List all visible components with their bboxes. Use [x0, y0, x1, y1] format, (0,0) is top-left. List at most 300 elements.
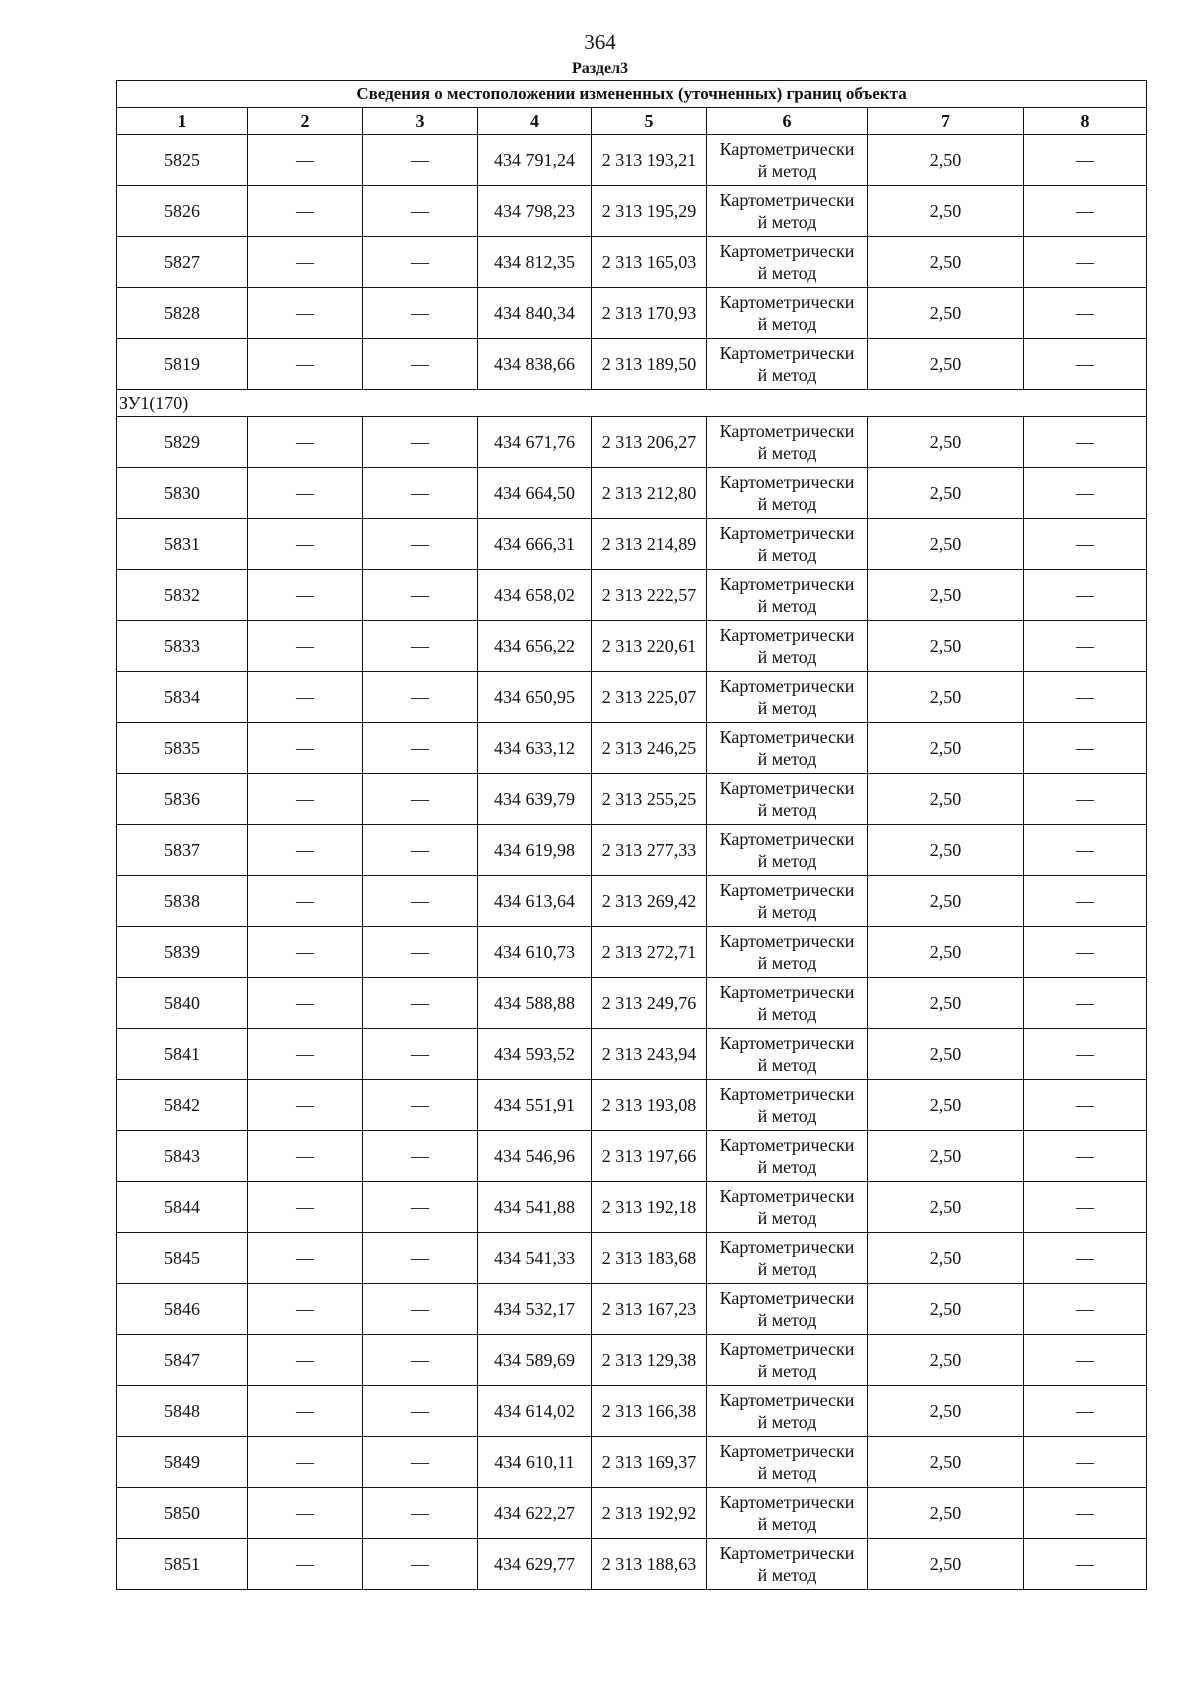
cell-col-4: 434 838,66 — [478, 339, 592, 390]
cell-col-1: 5839 — [117, 927, 248, 978]
method-line-1: Картометрически — [719, 292, 855, 312]
cell-col-7: 2,50 — [868, 1182, 1024, 1233]
cell-col-4: 434 671,76 — [478, 417, 592, 468]
cell-col-7: 2,50 — [868, 1488, 1024, 1539]
cell-col-5: 2 313 225,07 — [592, 672, 707, 723]
cell-col-3: — — [363, 288, 478, 339]
cell-method — [707, 927, 868, 978]
cell-col-4: 434 588,88 — [478, 978, 592, 1029]
cell-col-1: 5832 — [117, 570, 248, 621]
method-line-2: й метод — [757, 1412, 817, 1432]
cell-col-3: — — [363, 519, 478, 570]
cell-col-1: 5826 — [117, 186, 248, 237]
method-line-2: й метод — [757, 1565, 817, 1585]
cell-col-2: — — [248, 1284, 363, 1335]
cell-method — [707, 237, 868, 288]
cell-col-5: 2 313 243,94 — [592, 1029, 707, 1080]
table-row — [117, 1335, 1147, 1386]
cell-col-3: — — [363, 1539, 478, 1590]
cell-method — [707, 723, 868, 774]
cell-col-3: — — [363, 1488, 478, 1539]
cell-col-4: 434 589,69 — [478, 1335, 592, 1386]
method-line-2: й метод — [757, 800, 817, 820]
cell-col-4: 434 541,33 — [478, 1233, 592, 1284]
method-line-2: й метод — [757, 314, 817, 334]
cell-col-8: — — [1024, 135, 1147, 186]
table-row — [117, 519, 1147, 570]
cell-method — [707, 288, 868, 339]
table-row — [117, 186, 1147, 237]
method-line-2: й метод — [757, 647, 817, 667]
cell-col-2: — — [248, 1437, 363, 1488]
cell-col-4: 434 629,77 — [478, 1539, 592, 1590]
cell-col-2: — — [248, 570, 363, 621]
cell-method — [707, 1182, 868, 1233]
cell-col-7: 2,50 — [868, 723, 1024, 774]
cell-method — [707, 135, 868, 186]
method-line-1: Картометрически — [719, 1186, 855, 1206]
method-line-2: й метод — [757, 596, 817, 616]
cell-col-7: 2,50 — [868, 468, 1024, 519]
cell-col-2: — — [248, 186, 363, 237]
table-row — [117, 621, 1147, 672]
method-line-1: Картометрически — [719, 1339, 855, 1359]
cell-col-2: — — [248, 1539, 363, 1590]
method-line-1: Картометрически — [719, 829, 855, 849]
cell-col-8: — — [1024, 621, 1147, 672]
cell-col-2: — — [248, 1182, 363, 1233]
method-line-1: Картометрически — [719, 523, 855, 543]
cell-col-2: — — [248, 825, 363, 876]
method-line-2: й метод — [757, 494, 817, 514]
method-line-1: Картометрически — [719, 778, 855, 798]
method-line-2: й метод — [757, 1310, 817, 1330]
method-line-2: й метод — [757, 1259, 817, 1279]
cell-col-5: 2 313 129,38 — [592, 1335, 707, 1386]
cell-col-1: 5846 — [117, 1284, 248, 1335]
method-line-1: Картометрически — [719, 472, 855, 492]
method-line-1: Картометрически — [719, 1492, 855, 1512]
table-row — [117, 1080, 1147, 1131]
column-number-3: 3 — [363, 108, 478, 135]
cell-col-7: 2,50 — [868, 621, 1024, 672]
cell-col-7: 2,50 — [868, 288, 1024, 339]
cell-col-7: 2,50 — [868, 1386, 1024, 1437]
method-line-2: й метод — [757, 902, 817, 922]
column-number-5: 5 — [592, 108, 707, 135]
method-line-1: Картометрически — [719, 1288, 855, 1308]
table-row — [117, 876, 1147, 927]
table-row — [117, 468, 1147, 519]
cell-col-7: 2,50 — [868, 927, 1024, 978]
table-row — [117, 417, 1147, 468]
cell-method — [707, 825, 868, 876]
cell-col-7: 2,50 — [868, 1335, 1024, 1386]
cell-col-2: — — [248, 723, 363, 774]
table-row — [117, 570, 1147, 621]
cell-col-4: 434 610,73 — [478, 927, 592, 978]
table-row — [117, 288, 1147, 339]
cell-col-1: 5830 — [117, 468, 248, 519]
cell-col-1: 5849 — [117, 1437, 248, 1488]
cell-col-4: 434 666,31 — [478, 519, 592, 570]
cell-col-5: 2 313 269,42 — [592, 876, 707, 927]
cell-col-7: 2,50 — [868, 774, 1024, 825]
method-line-1: Картометрически — [719, 1237, 855, 1257]
cell-col-8: — — [1024, 978, 1147, 1029]
cell-col-4: 434 541,88 — [478, 1182, 592, 1233]
cell-col-1: 5819 — [117, 339, 248, 390]
cell-col-1: 5831 — [117, 519, 248, 570]
cell-col-4: 434 840,34 — [478, 288, 592, 339]
cell-method — [707, 672, 868, 723]
cell-col-8: — — [1024, 1182, 1147, 1233]
cell-col-8: — — [1024, 417, 1147, 468]
cell-col-3: — — [363, 1131, 478, 1182]
cell-col-2: — — [248, 876, 363, 927]
table-row — [117, 978, 1147, 1029]
cell-col-4: 434 798,23 — [478, 186, 592, 237]
method-line-2: й метод — [757, 263, 817, 283]
cell-col-8: — — [1024, 723, 1147, 774]
cell-col-5: 2 313 165,03 — [592, 237, 707, 288]
method-line-2: й метод — [757, 749, 817, 769]
cell-col-1: 5842 — [117, 1080, 248, 1131]
cell-method — [707, 1284, 868, 1335]
column-number-6: 6 — [707, 108, 868, 135]
cell-col-8: — — [1024, 1233, 1147, 1284]
table-row — [117, 1386, 1147, 1437]
cell-col-8: — — [1024, 1386, 1147, 1437]
cell-col-2: — — [248, 1233, 363, 1284]
method-line-2: й метод — [757, 365, 817, 385]
cell-col-3: — — [363, 672, 478, 723]
cell-col-5: 2 313 195,29 — [592, 186, 707, 237]
cell-col-5: 2 313 193,08 — [592, 1080, 707, 1131]
cell-col-5: 2 313 167,23 — [592, 1284, 707, 1335]
method-line-1: Картометрически — [719, 1135, 855, 1155]
cell-col-8: — — [1024, 339, 1147, 390]
method-line-2: й метод — [757, 1208, 817, 1228]
cell-col-5: 2 313 214,89 — [592, 519, 707, 570]
cell-col-3: — — [363, 339, 478, 390]
table-row — [117, 1284, 1147, 1335]
cell-col-8: — — [1024, 1539, 1147, 1590]
table-row — [117, 927, 1147, 978]
cell-col-5: 2 313 166,38 — [592, 1386, 707, 1437]
cell-col-7: 2,50 — [868, 339, 1024, 390]
cell-col-2: — — [248, 1335, 363, 1386]
page-number: 364 — [584, 30, 616, 54]
cell-col-3: — — [363, 1386, 478, 1437]
method-line-2: й метод — [757, 212, 817, 232]
table-row — [117, 1131, 1147, 1182]
cell-method — [707, 1233, 868, 1284]
cell-col-1: 5844 — [117, 1182, 248, 1233]
cell-col-5: 2 313 192,18 — [592, 1182, 707, 1233]
cell-col-5: 2 313 169,37 — [592, 1437, 707, 1488]
cell-col-2: — — [248, 1488, 363, 1539]
cell-method — [707, 978, 868, 1029]
group-row — [117, 390, 1147, 417]
table-row — [117, 1233, 1147, 1284]
cell-col-7: 2,50 — [868, 570, 1024, 621]
method-line-2: й метод — [757, 545, 817, 565]
cell-method — [707, 186, 868, 237]
cell-col-3: — — [363, 774, 478, 825]
cell-col-4: 434 650,95 — [478, 672, 592, 723]
cell-col-8: — — [1024, 570, 1147, 621]
table-row — [117, 825, 1147, 876]
cell-col-2: — — [248, 288, 363, 339]
cell-col-5: 2 313 170,93 — [592, 288, 707, 339]
cell-col-2: — — [248, 135, 363, 186]
cell-col-2: — — [248, 672, 363, 723]
column-number-1: 1 — [117, 108, 248, 135]
cell-col-1: 5838 — [117, 876, 248, 927]
cell-col-5: 2 313 255,25 — [592, 774, 707, 825]
cell-col-7: 2,50 — [868, 1131, 1024, 1182]
cell-col-5: 2 313 220,61 — [592, 621, 707, 672]
cell-col-1: 5829 — [117, 417, 248, 468]
cell-col-2: — — [248, 339, 363, 390]
method-line-1: Картометрически — [719, 574, 855, 594]
cell-col-3: — — [363, 1284, 478, 1335]
table-row — [117, 237, 1147, 288]
table-row — [117, 1437, 1147, 1488]
cell-col-8: — — [1024, 672, 1147, 723]
column-number-row — [117, 108, 1147, 135]
cell-col-1: 5828 — [117, 288, 248, 339]
section-title: Раздел3 — [571, 60, 629, 77]
method-line-2: й метод — [757, 698, 817, 718]
cell-col-7: 2,50 — [868, 1539, 1024, 1590]
cell-method — [707, 621, 868, 672]
table-row — [117, 339, 1147, 390]
cell-col-5: 2 313 189,50 — [592, 339, 707, 390]
cell-col-5: 2 313 246,25 — [592, 723, 707, 774]
cell-col-1: 5837 — [117, 825, 248, 876]
cell-col-5: 2 313 183,68 — [592, 1233, 707, 1284]
cell-col-8: — — [1024, 825, 1147, 876]
table-title: Сведения о местоположении измененных (уточненных) границ объекта — [117, 81, 1147, 108]
method-line-1: Картометрически — [719, 727, 855, 747]
method-line-1: Картометрически — [719, 190, 855, 210]
column-number-7: 7 — [868, 108, 1024, 135]
cell-col-8: — — [1024, 1080, 1147, 1131]
table-body — [117, 135, 1147, 1590]
cell-col-7: 2,50 — [868, 825, 1024, 876]
method-line-1: Картометрически — [719, 1390, 855, 1410]
cell-col-8: — — [1024, 237, 1147, 288]
cell-method — [707, 1488, 868, 1539]
cell-col-3: — — [363, 1182, 478, 1233]
cell-col-3: — — [363, 135, 478, 186]
cell-col-2: — — [248, 978, 363, 1029]
cell-col-8: — — [1024, 1437, 1147, 1488]
cell-col-8: — — [1024, 519, 1147, 570]
cell-method — [707, 1335, 868, 1386]
cell-col-4: 434 614,02 — [478, 1386, 592, 1437]
cell-col-3: — — [363, 237, 478, 288]
method-line-1: Картометрически — [719, 982, 855, 1002]
cell-col-4: 434 791,24 — [478, 135, 592, 186]
cell-col-5: 2 313 193,21 — [592, 135, 707, 186]
cell-method — [707, 1029, 868, 1080]
cell-col-7: 2,50 — [868, 1029, 1024, 1080]
cell-col-8: — — [1024, 468, 1147, 519]
table-row — [117, 135, 1147, 186]
cell-col-4: 434 551,91 — [478, 1080, 592, 1131]
cell-col-5: 2 313 272,71 — [592, 927, 707, 978]
cell-col-7: 2,50 — [868, 1284, 1024, 1335]
cell-col-7: 2,50 — [868, 519, 1024, 570]
cell-col-4: 434 593,52 — [478, 1029, 592, 1080]
method-line-2: й метод — [757, 1157, 817, 1177]
cell-col-4: 434 658,02 — [478, 570, 592, 621]
method-line-1: Картометрически — [719, 1543, 855, 1563]
cell-method — [707, 876, 868, 927]
cell-col-3: — — [363, 723, 478, 774]
cell-method — [707, 468, 868, 519]
cell-col-2: — — [248, 774, 363, 825]
cell-col-4: 434 613,64 — [478, 876, 592, 927]
cell-col-1: 5840 — [117, 978, 248, 1029]
table-row — [117, 1488, 1147, 1539]
cell-col-5: 2 313 192,92 — [592, 1488, 707, 1539]
cell-col-5: 2 313 206,27 — [592, 417, 707, 468]
cell-method — [707, 1080, 868, 1131]
cell-col-1: 5843 — [117, 1131, 248, 1182]
cell-col-3: — — [363, 417, 478, 468]
method-line-2: й метод — [757, 1514, 817, 1534]
method-line-1: Картометрически — [719, 880, 855, 900]
cell-col-7: 2,50 — [868, 417, 1024, 468]
cell-col-4: 434 610,11 — [478, 1437, 592, 1488]
cell-col-2: — — [248, 1080, 363, 1131]
cell-col-4: 434 664,50 — [478, 468, 592, 519]
column-number-4: 4 — [478, 108, 592, 135]
method-line-2: й метод — [757, 1055, 817, 1075]
method-line-1: Картометрически — [719, 241, 855, 261]
cell-col-1: 5845 — [117, 1233, 248, 1284]
cell-col-7: 2,50 — [868, 1080, 1024, 1131]
cell-col-1: 5851 — [117, 1539, 248, 1590]
cell-col-3: — — [363, 876, 478, 927]
method-line-1: Картометрически — [719, 676, 855, 696]
cell-col-4: 434 656,22 — [478, 621, 592, 672]
cell-method — [707, 339, 868, 390]
method-line-2: й метод — [757, 1106, 817, 1126]
cell-col-8: — — [1024, 927, 1147, 978]
cell-method — [707, 1131, 868, 1182]
cell-col-7: 2,50 — [868, 1233, 1024, 1284]
cell-col-3: — — [363, 978, 478, 1029]
cell-col-1: 5835 — [117, 723, 248, 774]
cell-col-7: 2,50 — [868, 237, 1024, 288]
cell-col-3: — — [363, 570, 478, 621]
cell-col-5: 2 313 188,63 — [592, 1539, 707, 1590]
method-line-2: й метод — [757, 161, 817, 181]
cell-col-8: — — [1024, 1284, 1147, 1335]
cell-col-4: 434 619,98 — [478, 825, 592, 876]
cell-col-3: — — [363, 1029, 478, 1080]
cell-col-8: — — [1024, 774, 1147, 825]
cell-col-4: 434 639,79 — [478, 774, 592, 825]
cell-col-3: — — [363, 468, 478, 519]
cell-col-1: 5841 — [117, 1029, 248, 1080]
cell-col-3: — — [363, 621, 478, 672]
cell-col-2: — — [248, 621, 363, 672]
cell-col-1: 5833 — [117, 621, 248, 672]
cell-col-7: 2,50 — [868, 672, 1024, 723]
cell-col-1: 5827 — [117, 237, 248, 288]
column-number-2: 2 — [248, 108, 363, 135]
cell-col-3: — — [363, 825, 478, 876]
cell-col-1: 5850 — [117, 1488, 248, 1539]
cell-col-5: 2 313 212,80 — [592, 468, 707, 519]
cell-col-5: 2 313 277,33 — [592, 825, 707, 876]
cell-col-7: 2,50 — [868, 978, 1024, 1029]
cell-col-2: — — [248, 1131, 363, 1182]
cell-col-4: 434 812,35 — [478, 237, 592, 288]
cell-method — [707, 417, 868, 468]
method-line-1: Картометрически — [719, 1441, 855, 1461]
method-line-2: й метод — [757, 1004, 817, 1024]
cell-col-2: — — [248, 468, 363, 519]
table-row — [117, 723, 1147, 774]
cell-col-5: 2 313 249,76 — [592, 978, 707, 1029]
method-line-1: Картометрически — [719, 343, 855, 363]
cell-col-8: — — [1024, 1488, 1147, 1539]
method-line-1: Картометрически — [719, 421, 855, 441]
cell-col-8: — — [1024, 288, 1147, 339]
table-row — [117, 672, 1147, 723]
cell-col-7: 2,50 — [868, 876, 1024, 927]
cell-col-1: 5847 — [117, 1335, 248, 1386]
cell-col-4: 434 622,27 — [478, 1488, 592, 1539]
cell-col-3: — — [363, 1233, 478, 1284]
cell-method — [707, 1386, 868, 1437]
cell-col-3: — — [363, 927, 478, 978]
method-line-2: й метод — [757, 443, 817, 463]
cell-col-3: — — [363, 1335, 478, 1386]
cell-method — [707, 1437, 868, 1488]
cell-col-3: — — [363, 186, 478, 237]
cell-col-3: — — [363, 1080, 478, 1131]
cell-col-8: — — [1024, 1029, 1147, 1080]
cell-col-2: — — [248, 417, 363, 468]
cell-col-2: — — [248, 1386, 363, 1437]
method-line-1: Картометрически — [719, 1033, 855, 1053]
method-line-2: й метод — [757, 953, 817, 973]
cell-col-7: 2,50 — [868, 135, 1024, 186]
cell-col-8: — — [1024, 186, 1147, 237]
method-line-2: й метод — [757, 851, 817, 871]
table-row — [117, 1182, 1147, 1233]
cell-col-5: 2 313 197,66 — [592, 1131, 707, 1182]
coordinates-table — [116, 80, 1147, 1590]
column-number-8: 8 — [1024, 108, 1147, 135]
cell-col-7: 2,50 — [868, 1437, 1024, 1488]
cell-col-4: 434 633,12 — [478, 723, 592, 774]
table-row — [117, 1029, 1147, 1080]
method-line-2: й метод — [757, 1463, 817, 1483]
group-label: ЗУ1(170) — [117, 390, 1147, 417]
cell-col-7: 2,50 — [868, 186, 1024, 237]
method-line-1: Картометрически — [719, 139, 855, 159]
cell-col-1: 5836 — [117, 774, 248, 825]
